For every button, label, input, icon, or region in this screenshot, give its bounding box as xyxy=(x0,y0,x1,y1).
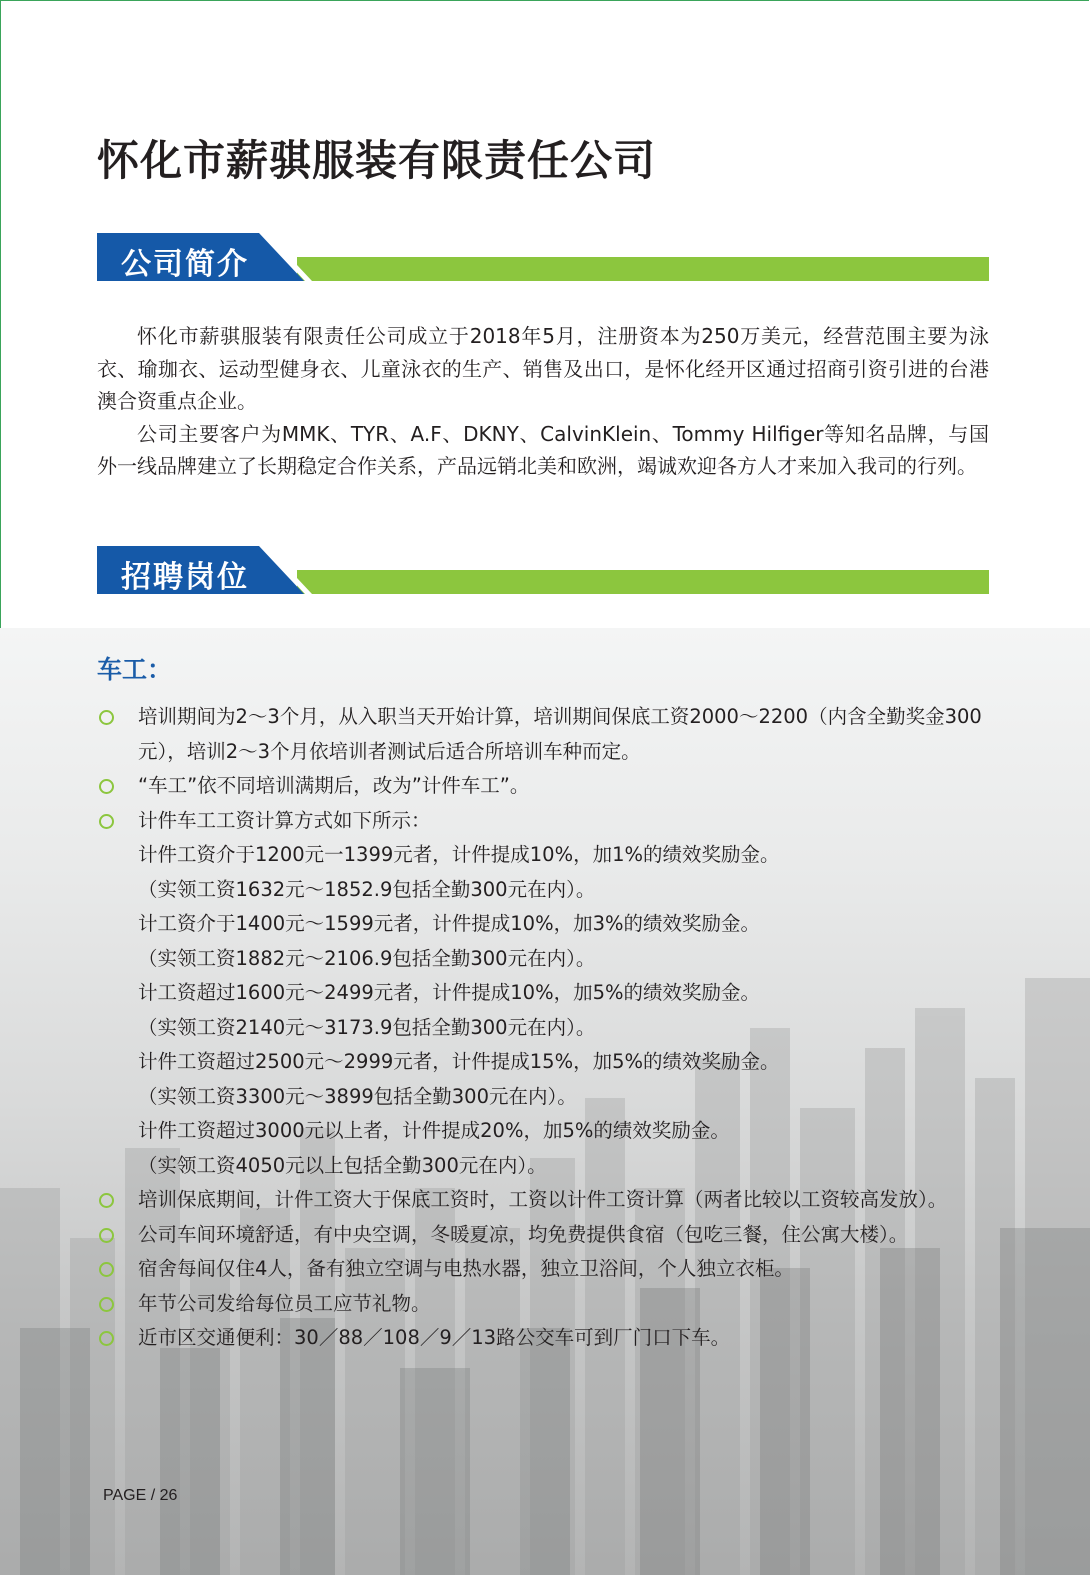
list-item-detail xyxy=(97,1045,997,1080)
list-item xyxy=(97,700,997,769)
list-item xyxy=(97,804,997,839)
list-item-detail xyxy=(97,1011,997,1046)
page-number: PAGE / 26 xyxy=(103,1487,178,1504)
list-item xyxy=(97,1218,997,1253)
list-item-text: 培训保底期间，计件工资大于保底工资时，工资以计件工资计算（两者比较以工资较高发放）。 xyxy=(138,1188,948,1211)
circle-bullet-icon xyxy=(99,1262,114,1277)
list-item-text: “车工”依不同培训满期后，改为”计件车工”。 xyxy=(138,774,530,797)
list-item-detail xyxy=(97,942,997,977)
intro-paragraph: 怀化市薪骐服装有限责任公司成立于2018年5月，注册资本为250万美元，经营范围主要为泳衣、瑜珈衣、运动型健身衣、儿童泳衣的生产、销售及出口，是怀化经开区通过招商引资引进的台港澳合资重点企业。 xyxy=(97,324,989,413)
section-header-company-intro xyxy=(97,233,989,281)
list-item xyxy=(97,1287,997,1322)
list-item-detail xyxy=(97,1080,997,1115)
list-item-text: 近市区交通便利：30／88／108／9／13路公交车可到厂门口下车。 xyxy=(138,1326,731,1349)
section-label: 公司简介 xyxy=(121,247,249,282)
list-item xyxy=(97,1321,997,1356)
circle-bullet-icon xyxy=(99,1297,114,1312)
list-item-detail xyxy=(97,1149,997,1184)
company-intro xyxy=(97,320,989,483)
circle-bullet-icon xyxy=(99,1331,114,1346)
circle-bullet-icon xyxy=(99,779,114,794)
page-title: 怀化市薪骐服装有限责任公司 xyxy=(97,136,657,185)
intro-paragraph: 公司主要客户为MMK、TYR、A.F、DKNY、CalvinKlein、Tommy Hilfiger等知名品牌，与国外一线品牌建立了长期稳定合作关系，产品远销北美和欧洲，竭诚欢迎各方人才来加入我司的行列。 xyxy=(97,421,989,478)
list-item xyxy=(97,1252,997,1287)
list-item-text: 宿舍每间仅住4人，备有独立空调与电热水器，独立卫浴间，个人独立衣柜。 xyxy=(138,1257,794,1280)
section-rule xyxy=(297,257,989,281)
list-item-text: 计件工资介于1200元一1399元者，计件提成10%，加1%的绩效奖励金。 xyxy=(138,843,780,866)
list-item-text: 公司车间环境舒适，有中央空调，冬暖夏凉，均免费提供食宿（包吃三餐，住公寓大楼）。 xyxy=(138,1222,909,1246)
list-item xyxy=(97,1183,997,1218)
circle-bullet-icon xyxy=(99,1193,114,1208)
list-item-text: 计件工资超过3000元以上者，计件提成20%，加5%的绩效奖励金。 xyxy=(138,1119,730,1142)
circle-bullet-icon xyxy=(99,1228,114,1243)
list-item-detail xyxy=(97,976,997,1011)
list-item-text: 计工资介于1400元～1599元者，计件提成10%，加3%的绩效奖励金。 xyxy=(138,912,761,935)
job-requirements-list xyxy=(97,700,997,1356)
circle-bullet-icon xyxy=(99,814,114,829)
list-item-text: 计工资超过1600元～2499元者，计件提成10%，加5%的绩效奖励金。 xyxy=(138,981,761,1004)
list-item-text: 培训期间为2～3个月，从入职当天开始计算，培训期间保底工资2000～2200（内含全勤奖金300元），培训2～3个月依培训者测试后适合所培训车种而定。 xyxy=(138,705,982,763)
section-label: 招聘岗位 xyxy=(121,560,249,595)
list-item-text: （实领工资3300元～3899包括全勤300元在内）。 xyxy=(138,1084,577,1108)
circle-bullet-icon xyxy=(99,710,114,725)
list-item xyxy=(97,769,997,804)
list-item-text: （实领工资4050元以上包括全勤300元在内）。 xyxy=(138,1153,547,1177)
list-item-detail xyxy=(97,838,997,873)
list-item-text: 年节公司发给每位员工应节礼物。 xyxy=(138,1291,431,1315)
section-rule xyxy=(297,570,989,594)
job-title: 车工： xyxy=(97,655,173,684)
list-item-text: （实领工资2140元～3173.9包括全勤300元在内）。 xyxy=(138,1015,596,1039)
list-item-text: （实领工资1882元～2106.9包括全勤300元在内）。 xyxy=(138,946,596,970)
list-item-detail xyxy=(97,873,997,908)
list-item-text: 计件工资超过2500元～2999元者，计件提成15%，加5%的绩效奖励金。 xyxy=(138,1050,780,1073)
list-item-text: （实领工资1632元～1852.9包括全勤300元在内）。 xyxy=(138,877,596,901)
list-item-detail xyxy=(97,907,997,942)
list-item-detail xyxy=(97,1114,997,1149)
list-item-text: 计件车工工资计算方式如下所示： xyxy=(138,808,431,832)
section-header-job-openings xyxy=(97,546,989,594)
